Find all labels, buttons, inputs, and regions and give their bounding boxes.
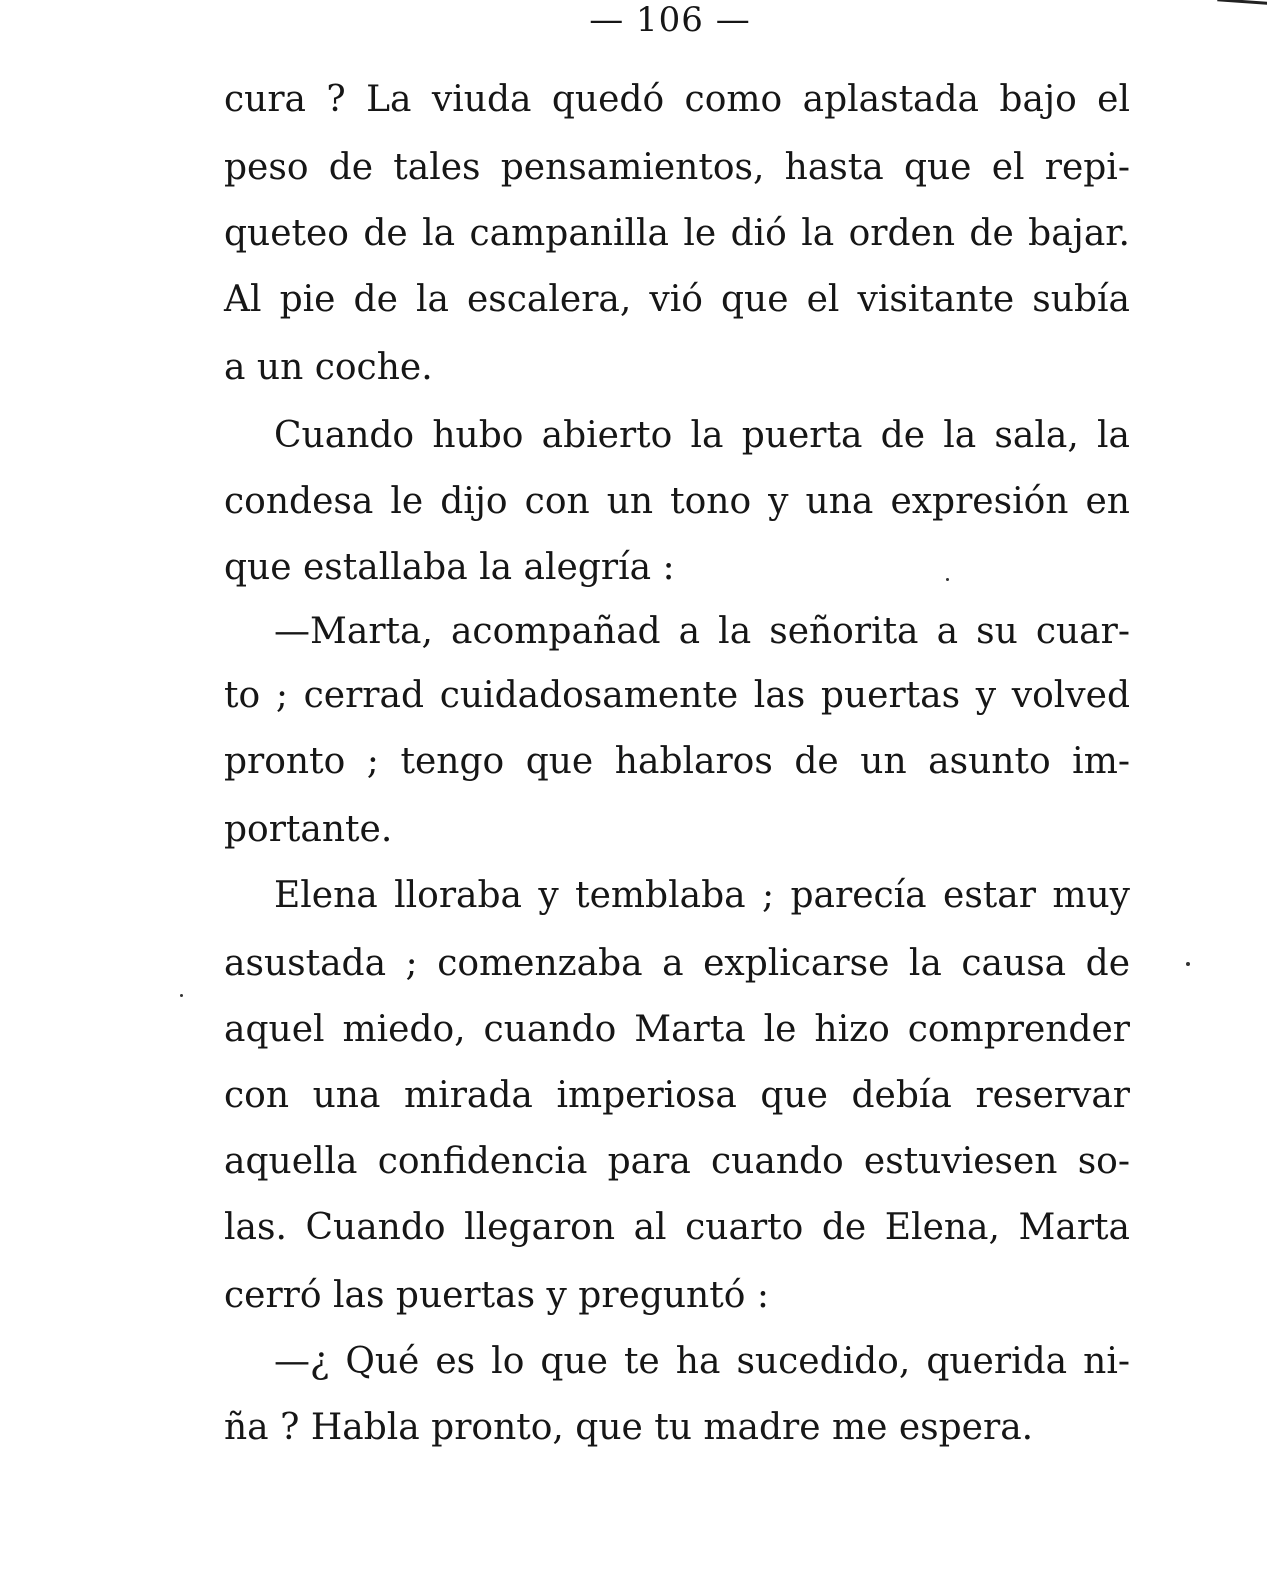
text-line: pronto ; tengo que hablaros de un asunto im- [224,741,1130,782]
text-line: queteo de la campanilla le dió la orden de bajar. [224,213,1130,254]
text-line: —Marta, acompañad a la señorita a su cuar- [274,611,1130,652]
text-line: to ; cerrad cuidadosamente las puertas y volved [224,675,1130,716]
ink-speck [946,578,949,581]
text-line: cura ? La viuda quedó como aplastada bajo el [224,79,1130,120]
ink-speck [1186,962,1190,966]
text-line: aquel miedo, cuando Marta le hizo comprender [224,1009,1130,1050]
text-line: asustada ; comenzaba a explicarse la causa de [224,943,1130,984]
text-line: peso de tales pensamientos, hasta que el repi- [224,147,1130,188]
text-line: condesa le dijo con un tono y una expresión en [224,481,1130,522]
text-line: Cuando hubo abierto la puerta de la sala, la [274,415,1130,456]
text-line: a un coche. [224,347,433,388]
text-line: cerró las puertas y preguntó : [224,1275,769,1316]
text-line: ña ? Habla pronto, que tu madre me espera. [224,1407,1034,1448]
text-line: las. Cuando llegaron al cuarto de Elena, Marta [224,1207,1130,1248]
text-line: con una mirada imperiosa que debía reservar [224,1075,1130,1116]
page-number: — 106 — [589,0,751,40]
ink-speck [180,994,183,997]
text-line: que estallaba la alegría : [224,547,675,588]
text-line: aquella confidencia para cuando estuviesen so- [224,1141,1130,1182]
text-line: Elena lloraba y temblaba ; parecía estar muy [274,875,1130,916]
text-line: portante. [224,809,393,850]
page-edge-mark [1217,0,1267,13]
text-line: Al pie de la escalera, vió que el visitante subía [224,279,1130,320]
text-line: —¿ Qué es lo que te ha sucedido, querida ni- [274,1341,1130,1382]
